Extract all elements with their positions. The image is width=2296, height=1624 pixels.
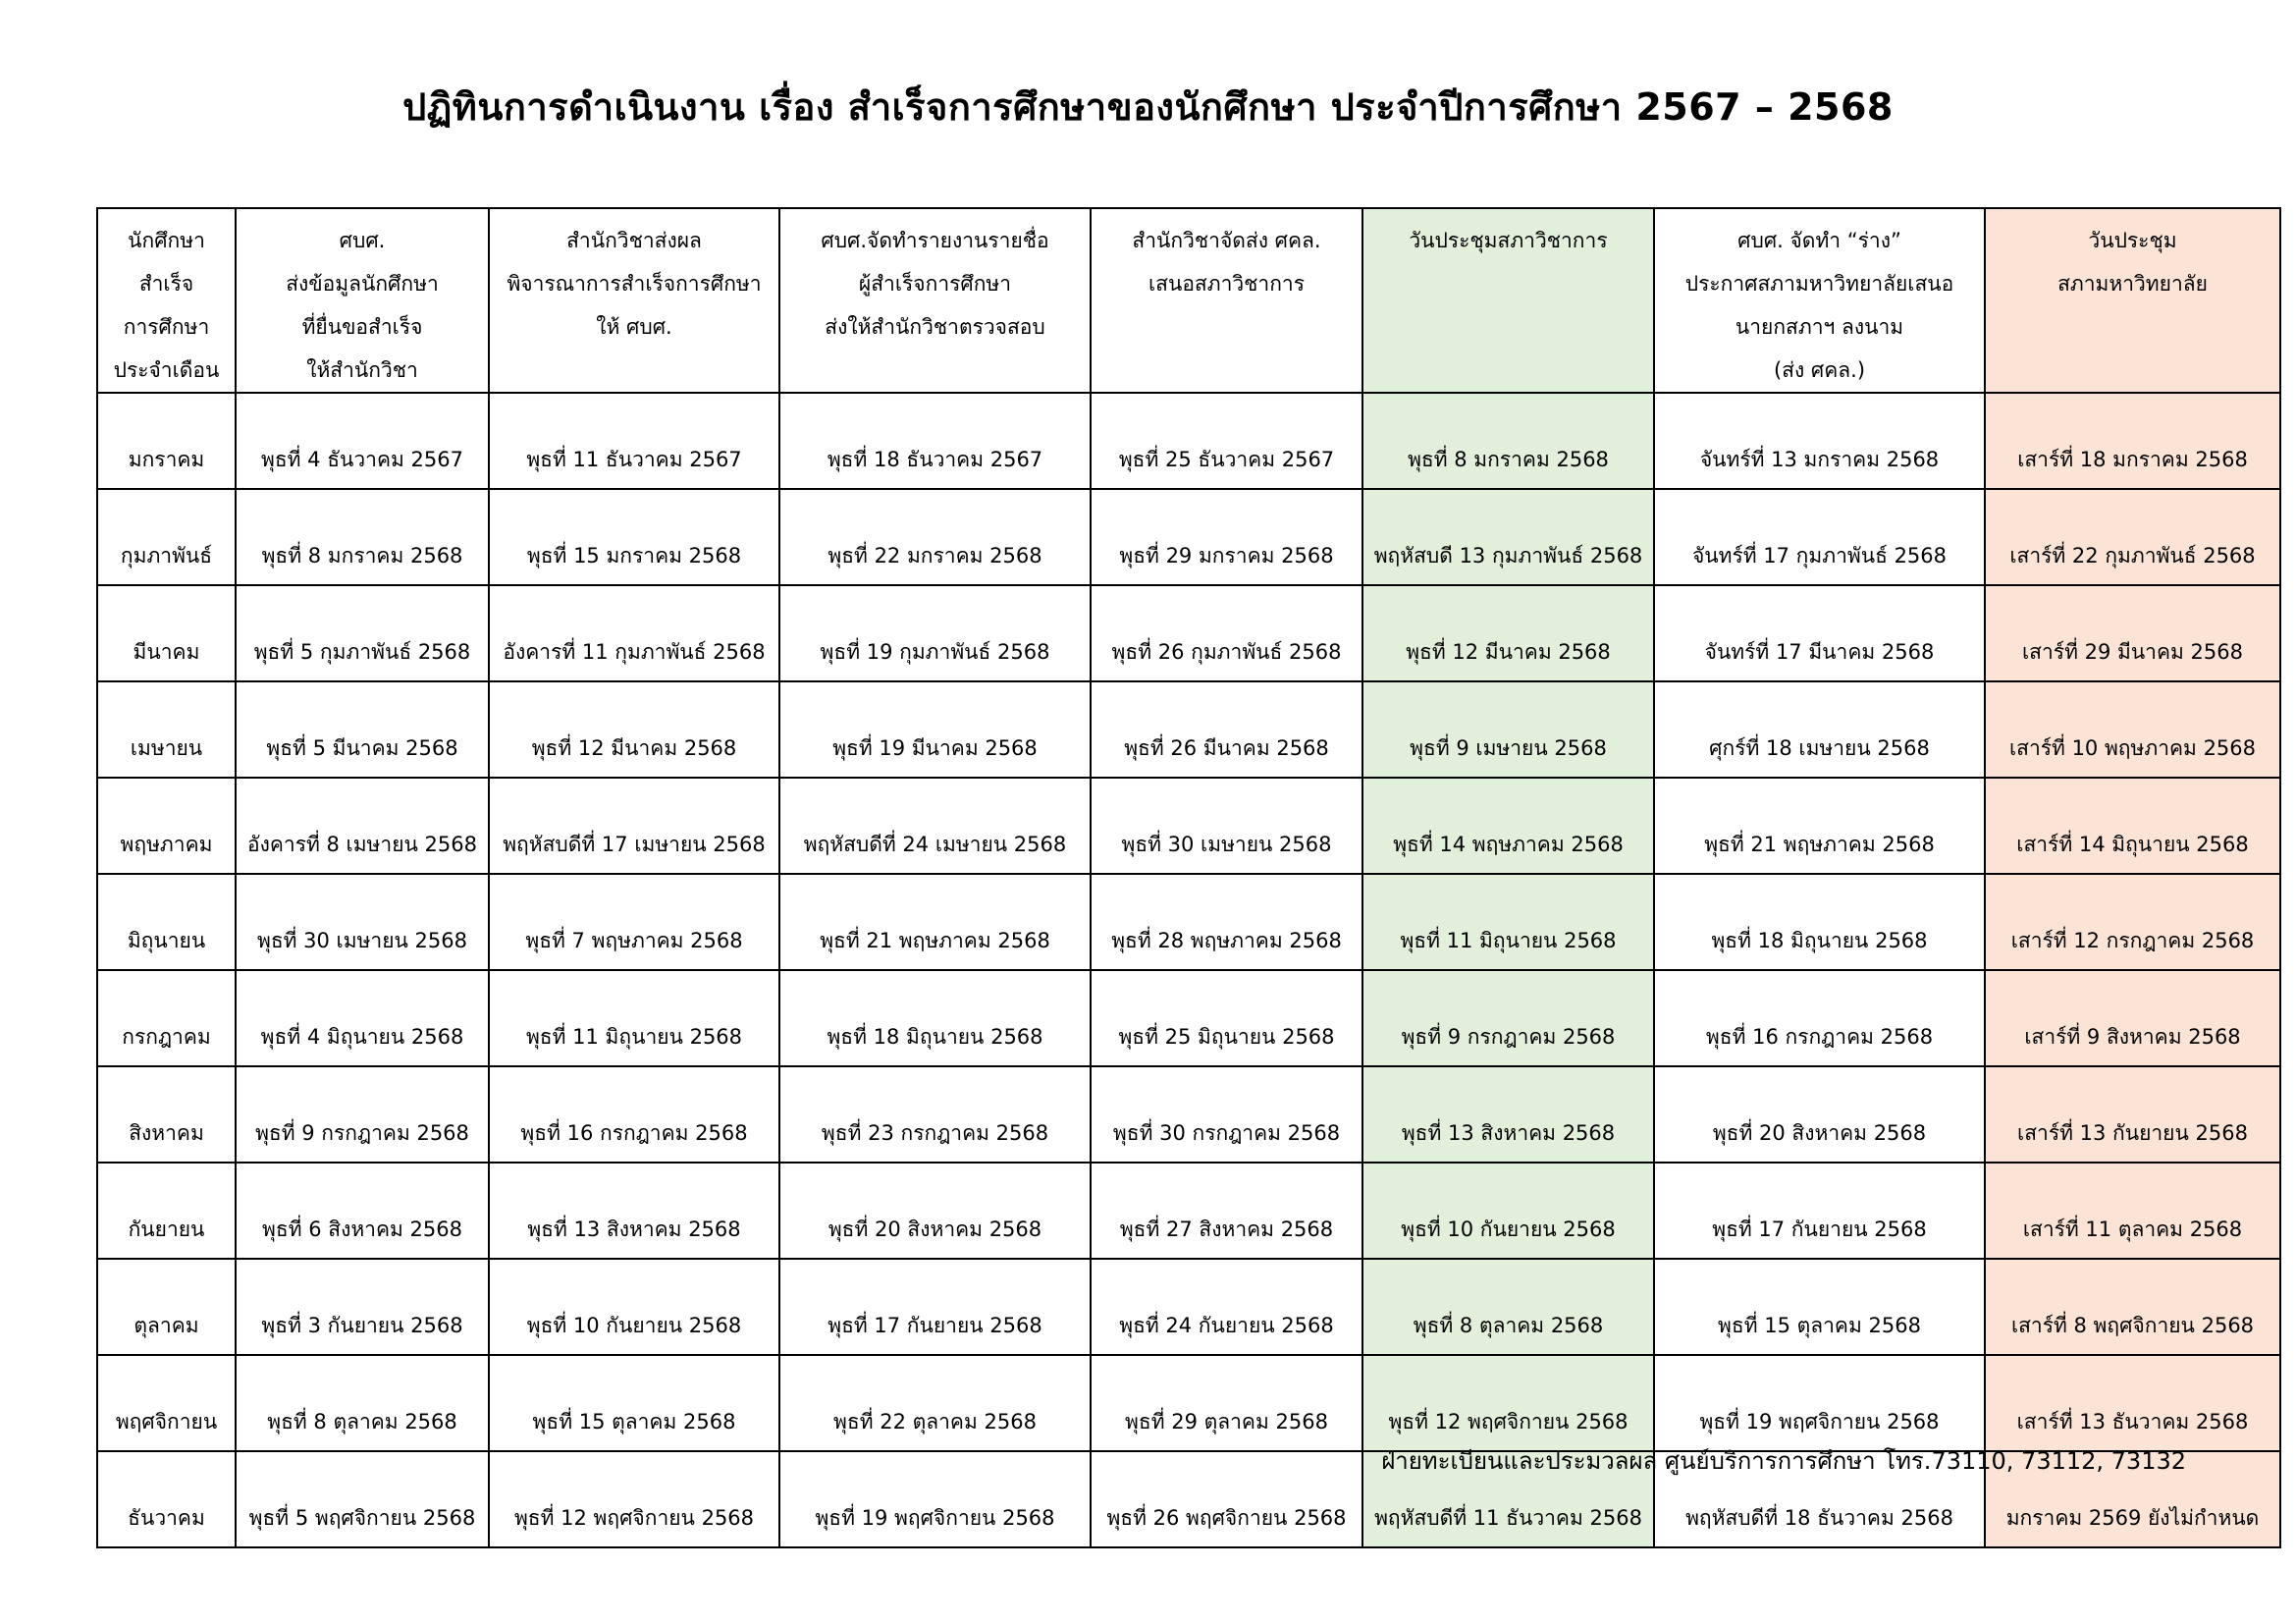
cell-prepare-graduate-report: พุธที่ 19 มีนาคม 2568 [779,681,1091,778]
cell-draft-announcement: พุธที่ 20 สิงหาคม 2568 [1654,1066,1985,1163]
cell-academic-council-meeting: พุธที่ 14 พฤษภาคม 2568 [1362,778,1654,874]
cell-faculty-send-results: พุธที่ 13 สิงหาคม 2568 [489,1163,779,1259]
table-row [97,393,2280,489]
table-row [97,874,2280,970]
cell-faculty-send-results: พุธที่ 11 มิถุนายน 2568 [489,970,779,1066]
cell-send-to-academic-council: พุธที่ 26 มีนาคม 2568 [1091,681,1362,778]
cell-academic-council-meeting: พุธที่ 8 ตุลาคม 2568 [1362,1259,1654,1355]
cell-university-council-meeting: เสาร์ที่ 9 สิงหาคม 2568 [1985,970,2280,1066]
cell-send-to-academic-council: พุธที่ 24 กันยายน 2568 [1091,1259,1362,1355]
cell-send-student-data: พุธที่ 6 สิงหาคม 2568 [236,1163,489,1259]
cell-prepare-graduate-report: พุธที่ 23 กรกฎาคม 2568 [779,1066,1091,1163]
cell-prepare-graduate-report: พุธที่ 20 สิงหาคม 2568 [779,1163,1091,1259]
cell-graduation-month: กันยายน [97,1163,236,1259]
header-send-to-academic-council [1091,208,1362,393]
cell-prepare-graduate-report: พุธที่ 22 มกราคม 2568 [779,489,1091,585]
cell-prepare-graduate-report: พุธที่ 17 กันยายน 2568 [779,1259,1091,1355]
header-send-student-data [236,208,489,393]
cell-graduation-month: มิถุนายน [97,874,236,970]
cell-send-to-academic-council: พุธที่ 25 ธันวาคม 2567 [1091,393,1362,489]
cell-send-student-data: พุธที่ 5 กุมภาพันธ์ 2568 [236,585,489,681]
cell-academic-council-meeting: พุธที่ 13 สิงหาคม 2568 [1362,1066,1654,1163]
header-line: พิจารณาการสำเร็จการศึกษา [507,272,762,296]
cell-send-to-academic-council: พุธที่ 30 เมษายน 2568 [1091,778,1362,874]
footer-contact: ฝ่ายทะเบียนและประมวลผล ศูนย์บริการการศึกษา โทร.73110, 73112, 73132 [1381,1447,2186,1475]
cell-academic-council-meeting: พฤหัสบดีที่ 11 ธันวาคม 2568 [1362,1451,1654,1547]
header-line: วันประชุมสภาวิชาการ [1409,229,1608,252]
table-row [97,1259,2280,1355]
cell-send-to-academic-council: พุธที่ 30 กรกฎาคม 2568 [1091,1066,1362,1163]
header-line: (ส่ง ศคล.) [1773,358,1866,382]
cell-prepare-graduate-report: พุธที่ 19 พฤศจิกายน 2568 [779,1451,1091,1547]
cell-draft-announcement: พฤหัสบดีที่ 18 ธันวาคม 2568 [1654,1451,1985,1547]
header-line: ศบศ.จัดทำรายงานรายชื่อ [821,229,1049,252]
cell-draft-announcement: จันทร์ที่ 13 มกราคม 2568 [1654,393,1985,489]
cell-graduation-month: สิงหาคม [97,1066,236,1163]
cell-graduation-month: ธันวาคม [97,1451,236,1547]
header-line: สำเร็จ [138,272,194,296]
cell-academic-council-meeting: พฤหัสบดี 13 กุมภาพันธ์ 2568 [1362,489,1654,585]
cell-send-student-data: พุธที่ 30 เมษายน 2568 [236,874,489,970]
header-line: นายกสภาฯ ลงนาม [1735,315,1904,339]
cell-university-council-meeting: เสาร์ที่ 13 กันยายน 2568 [1985,1066,2280,1163]
header-line: สำนักวิชาจัดส่ง ศคล. [1132,229,1321,252]
cell-graduation-month: เมษายน [97,681,236,778]
cell-send-student-data: พุธที่ 3 กันยายน 2568 [236,1259,489,1355]
header-line: ศบศ. จัดทำ “ร่าง” [1737,229,1901,252]
cell-university-council-meeting: เสาร์ที่ 12 กรกฎาคม 2568 [1985,874,2280,970]
cell-faculty-send-results: พุธที่ 15 มกราคม 2568 [489,489,779,585]
cell-academic-council-meeting: พุธที่ 9 เมษายน 2568 [1362,681,1654,778]
cell-academic-council-meeting: พุธที่ 8 มกราคม 2568 [1362,393,1654,489]
table-header-row [97,208,2280,393]
graduation-calendar-table [96,207,2281,1548]
table-row [97,1355,2280,1451]
cell-academic-council-meeting: พุธที่ 12 พฤศจิกายน 2568 [1362,1355,1654,1451]
table-row [97,1066,2280,1163]
cell-send-to-academic-council: พุธที่ 25 มิถุนายน 2568 [1091,970,1362,1066]
table-row [97,1163,2280,1259]
cell-send-to-academic-council: พุธที่ 26 กุมภาพันธ์ 2568 [1091,585,1362,681]
table-row [97,489,2280,585]
cell-faculty-send-results: อังคารที่ 11 กุมภาพันธ์ 2568 [489,585,779,681]
cell-prepare-graduate-report: พุธที่ 18 ธันวาคม 2567 [779,393,1091,489]
header-line: ศบศ. [339,229,386,252]
cell-university-council-meeting: เสาร์ที่ 10 พฤษภาคม 2568 [1985,681,2280,778]
cell-graduation-month: กรกฎาคม [97,970,236,1066]
cell-graduation-month: พฤษภาคม [97,778,236,874]
cell-graduation-month: มกราคม [97,393,236,489]
cell-faculty-send-results: พุธที่ 7 พฤษภาคม 2568 [489,874,779,970]
cell-send-student-data: พุธที่ 8 ตุลาคม 2568 [236,1355,489,1451]
cell-academic-council-meeting: พุธที่ 10 กันยายน 2568 [1362,1163,1654,1259]
header-line: นักศึกษา [128,229,205,252]
cell-university-council-meeting: เสาร์ที่ 22 กุมภาพันธ์ 2568 [1985,489,2280,585]
header-draft-announcement [1654,208,1985,393]
cell-academic-council-meeting: พุธที่ 11 มิถุนายน 2568 [1362,874,1654,970]
cell-university-council-meeting: เสาร์ที่ 8 พฤศจิกายน 2568 [1985,1259,2280,1355]
cell-faculty-send-results: พุธที่ 11 ธันวาคม 2567 [489,393,779,489]
header-line: ส่งให้สำนักวิชาตรวจสอบ [825,315,1045,339]
cell-send-student-data: พุธที่ 4 มิถุนายน 2568 [236,970,489,1066]
cell-draft-announcement: พุธที่ 17 กันยายน 2568 [1654,1163,1985,1259]
cell-university-council-meeting: เสาร์ที่ 11 ตุลาคม 2568 [1985,1163,2280,1259]
cell-faculty-send-results: พุธที่ 12 พฤศจิกายน 2568 [489,1451,779,1547]
cell-draft-announcement: ศุกร์ที่ 18 เมษายน 2568 [1654,681,1985,778]
cell-faculty-send-results: พุธที่ 10 กันยายน 2568 [489,1259,779,1355]
cell-draft-announcement: พุธที่ 18 มิถุนายน 2568 [1654,874,1985,970]
header-line: ที่ยื่นขอสำเร็จ [301,315,423,339]
cell-send-to-academic-council: พุธที่ 29 มกราคม 2568 [1091,489,1362,585]
header-line: ให้ ศบศ. [596,315,672,339]
cell-graduation-month: กุมภาพันธ์ [97,489,236,585]
cell-university-council-meeting: เสาร์ที่ 18 มกราคม 2568 [1985,393,2280,489]
table-row [97,585,2280,681]
header-university-council-meeting [1985,208,2280,393]
cell-draft-announcement: จันทร์ที่ 17 กุมภาพันธ์ 2568 [1654,489,1985,585]
page-title: ปฏิทินการดำเนินงาน เรื่อง สำเร็จการศึกษาของนักศึกษา ประจำปีการศึกษา 2567 – 2568 [402,85,1894,129]
cell-prepare-graduate-report: พฤหัสบดีที่ 24 เมษายน 2568 [779,778,1091,874]
header-faculty-send-results [489,208,779,393]
cell-graduation-month: มีนาคม [97,585,236,681]
cell-draft-announcement: จันทร์ที่ 17 มีนาคม 2568 [1654,585,1985,681]
cell-draft-announcement: พุธที่ 19 พฤศจิกายน 2568 [1654,1355,1985,1451]
cell-send-student-data: พุธที่ 4 ธันวาคม 2567 [236,393,489,489]
header-line: ประกาศสภามหาวิทยาลัยเสนอ [1684,272,1954,296]
table-row [97,970,2280,1066]
header-line: ประจำเดือน [113,358,220,382]
cell-faculty-send-results: พุธที่ 15 ตุลาคม 2568 [489,1355,779,1451]
cell-graduation-month: พฤศจิกายน [97,1355,236,1451]
cell-university-council-meeting: เสาร์ที่ 13 ธันวาคม 2568 [1985,1355,2280,1451]
header-prepare-graduate-report [779,208,1091,393]
cell-faculty-send-results: พุธที่ 12 มีนาคม 2568 [489,681,779,778]
cell-university-council-meeting: เสาร์ที่ 14 มิถุนายน 2568 [1985,778,2280,874]
cell-send-student-data: พุธที่ 8 มกราคม 2568 [236,489,489,585]
cell-send-to-academic-council: พุธที่ 28 พฤษภาคม 2568 [1091,874,1362,970]
cell-prepare-graduate-report: พุธที่ 21 พฤษภาคม 2568 [779,874,1091,970]
header-line: ส่งข้อมูลนักศึกษา [286,272,439,296]
cell-send-to-academic-council: พุธที่ 26 พฤศจิกายน 2568 [1091,1451,1362,1547]
cell-university-council-meeting: เสาร์ที่ 29 มีนาคม 2568 [1985,585,2280,681]
cell-draft-announcement: พุธที่ 16 กรกฎาคม 2568 [1654,970,1985,1066]
cell-send-student-data: พุธที่ 5 มีนาคม 2568 [236,681,489,778]
cell-send-student-data: อังคารที่ 8 เมษายน 2568 [236,778,489,874]
cell-prepare-graduate-report: พุธที่ 18 มิถุนายน 2568 [779,970,1091,1066]
table-row [97,778,2280,874]
cell-draft-announcement: พุธที่ 21 พฤษภาคม 2568 [1654,778,1985,874]
cell-send-to-academic-council: พุธที่ 29 ตุลาคม 2568 [1091,1355,1362,1451]
header-line: วันประชุม [2088,229,2177,252]
table-body [97,393,2280,1547]
cell-faculty-send-results: พุธที่ 16 กรกฎาคม 2568 [489,1066,779,1163]
cell-draft-announcement: พุธที่ 15 ตุลาคม 2568 [1654,1259,1985,1355]
header-line: การศึกษา [123,315,210,339]
header-line: เสนอสภาวิชาการ [1148,272,1306,296]
cell-prepare-graduate-report: พุธที่ 22 ตุลาคม 2568 [779,1355,1091,1451]
header-line: สำนักวิชาส่งผล [566,229,702,252]
header-academic-council-meeting [1362,208,1654,393]
table-row [97,681,2280,778]
cell-send-to-academic-council: พุธที่ 27 สิงหาคม 2568 [1091,1163,1362,1259]
cell-graduation-month: ตุลาคม [97,1259,236,1355]
header-graduation-month [97,208,236,393]
cell-send-student-data: พุธที่ 5 พฤศจิกายน 2568 [236,1451,489,1547]
header-line: สภามหาวิทยาลัย [2057,272,2208,296]
cell-university-council-meeting: มกราคม 2569 ยังไม่กำหนด [1985,1451,2280,1547]
header-line: ให้สำนักวิชา [306,358,418,382]
cell-send-student-data: พุธที่ 9 กรกฎาคม 2568 [236,1066,489,1163]
cell-academic-council-meeting: พุธที่ 12 มีนาคม 2568 [1362,585,1654,681]
cell-academic-council-meeting: พุธที่ 9 กรกฎาคม 2568 [1362,970,1654,1066]
cell-prepare-graduate-report: พุธที่ 19 กุมภาพันธ์ 2568 [779,585,1091,681]
header-line: ผู้สำเร็จการศึกษา [858,272,1012,296]
cell-faculty-send-results: พฤหัสบดีที่ 17 เมษายน 2568 [489,778,779,874]
